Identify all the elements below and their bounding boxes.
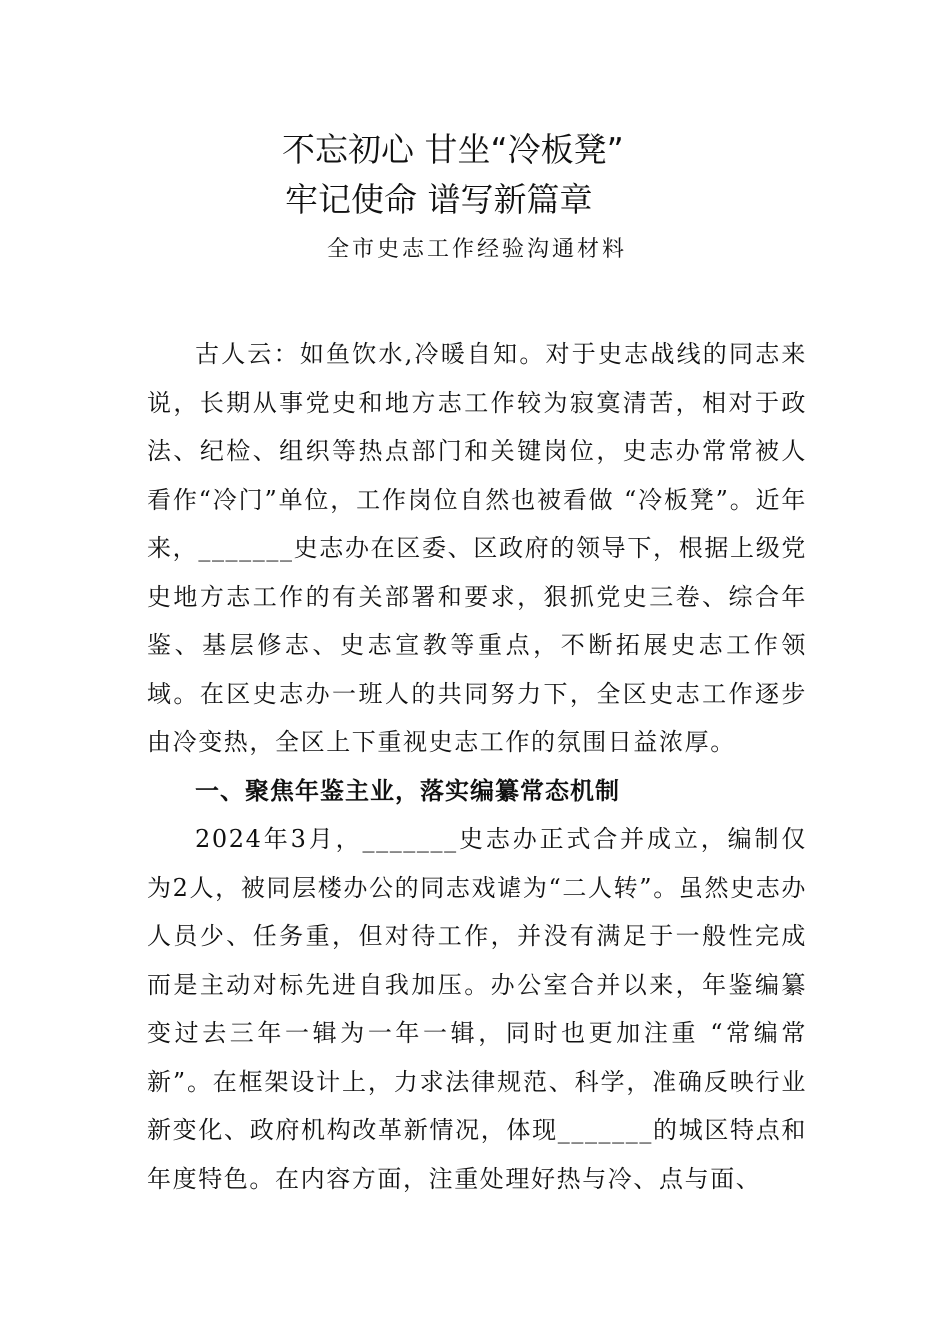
paragraph-section-1: 2024年3月，_______史志办正式合并成立，编制仅为2人，被同层楼办公的同志戏谑为“二人转”。虽然史志办人员少、任务重，但对待工作，并没有满足于一般性完成而是主动对标先进自我加压。办公室合并以来，年鉴编纂变过去三年一辑为一年一辑，同时也更加注重 “常编常新”。在框架设计上，力求法律规范、科学，准确反映行业新变化、政府机构改革新情况，体现_______的城区特点和年度特色。在内容方面，注重处理好热与冷、点与面、 — [147, 825, 807, 1193]
section-heading-1: 一、聚焦年鉴主业，落实编纂常态机制 — [195, 776, 620, 805]
paragraph-intro: 古人云：如鱼饮水,冷暖自知。对于史志战线的同志来说，长期从事党史和地方志工作较为寂寞清苦，相对于政法、纪检、组织等热点部门和关键岗位，史志办常常被人看作“冷门”单位，工作岗位自然也被看做 “冷板凳”。近年来，_______史志办在区委、区政府的领导下，根据上级党史地方志工作的有关部署和要求，狠抓党史三卷、综合年鉴、基层修志、史志宣教等重点，不断拓展史志工作领域。在区史志办一班人的共同努力下，全区史志工作逐步由冷变热，全区上下重视史志工作的氛围日益浓厚。 — [147, 340, 807, 756]
document-body — [147, 330, 807, 1203]
title-line-1: 不忘初心 甘坐“冷板凳” — [282, 130, 624, 169]
title-line-2: 牢记使命 谱写新篇章 — [285, 180, 593, 219]
document-subtitle: 全市史志工作经验沟通材料 — [327, 237, 628, 262]
